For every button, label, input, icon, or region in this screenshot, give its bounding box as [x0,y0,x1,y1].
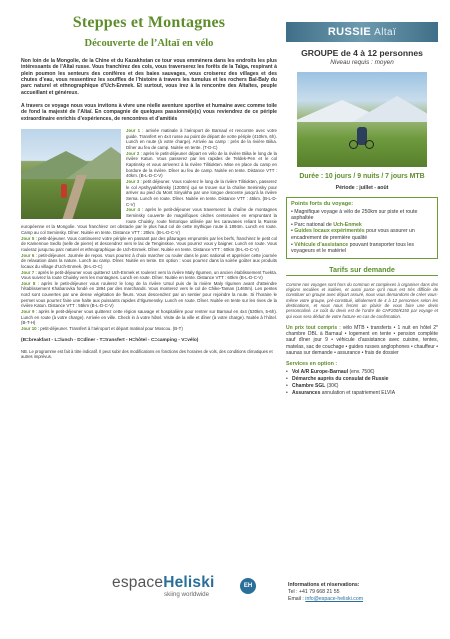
optional-services-list [286,369,438,397]
itinerary-day [21,281,277,309]
strong-point-highlight: Guides locaux expérimentés [294,228,365,235]
day-label: Jour 4 [126,207,140,213]
price-details: : vélo MTB • transferts • 1 nuit en hôtel 2* chambre DBL à Barnaul • logement en tente • pension complète sauf dîner jour 9 • véhicule d’assistance avec cuisine, tentes, matelas, sac de couchage • guides russes anglophones • chauffeur • saunas sur demande • assurance • frais de dossier [286,324,438,357]
trip-period: Période : juillet - août [335,185,389,191]
destination-banner [286,22,438,42]
photo-mountain [66,147,121,179]
day-description: : après le petit-déjeuner vous traverserez la chaîne de montagnes Seminsky couverte de magnifiques cèdres centenaires en empruntant la route Chuisky, route historique utilisée par les caravanes reliant la Russie européenne et la Mongolie. Vous franchirez cet obstacle par le plus haut col de cette mythique route à 1894m. Lunch en route. Camp au col Seminsky. Dîner. Nuitée en tente. Distance VTT : 20km. (B-L-D-C-V) [21,207,277,235]
strong-point-text: Magnifique voyage à vélo de 250km sur piste et route asphaltée [291,208,418,222]
service-name: Chambre SGL [292,383,326,390]
espace-heliski-logo[interactable] [112,574,262,604]
day-description: : après le petit-déjeuner vous quitterez cette région sauvage et hospitalière pour rentrer sur Barnaul en 4x4 (530km, 5-6h). Lunch en route (à votre charge). Arrivée en ville. Check in à votre hôtel. Visite de la ville et dîner (à votre charge). Nuitée à l’hôtel. (B-T-H) [21,309,277,326]
logo-badge-icon: EH [240,578,256,594]
day-label: Jour 9 [21,309,35,315]
strong-point-text: pour vous assurer un encadrement de première qualité [291,228,415,241]
country-name: RUSSIE [327,26,372,38]
day-description: : petit-déjeuner. Journée de repos. Vous pourrez à choix marcher ou rouler dans le parc national et apprécier cette journée de relaxation dans la nature. Lunch au camp. Dîner. Nuitée en tente. En option : vous pourrez dans la soirée goûter aux produits locaux du village d’Uch-Enmek. (B-L-D-C) [21,252,277,269]
day-label: Jour 2 [126,150,140,156]
strong-point-item [291,228,433,241]
price-lead: Un prix tout compris [286,324,338,331]
day-description: : petit déjeuner. Vous roulerez le long de la rivière Tilitiokten, passerez le col Apshyyakhtinsky (1200m) qui se trouve sur la chaîne Seminsky pour arriver au pied du Mont Sinyukha par une longue descente jusqu’à la rivière Sema. Lunch en route. Dîner. Nuitée en tente. Distance VTT : 45km. (B-L-D-C-V) [126,179,277,207]
day-description: : après le petit-déjeuner vous quitterez Uch-Enmek et roulerez vers la rivière Maly Ilgumen, un ancien établissement Tuekta. Vous suivrez la route Chuisky vers les montagnes. Lunch en route. Dîner. Nuitée en tente. Distance VTT : 60km (B-L-D-C-V) [21,269,277,281]
mountain-bike-photo [297,72,427,167]
bullet-icon: • [291,241,295,248]
service-name: Vol A/R Europe-Barnaul [292,369,349,376]
day-label: Jour 8 [21,280,36,286]
logo-prefix: espace [112,574,164,591]
service-detail: (30€) [325,383,339,390]
strong-point-text: Parc national de [294,221,334,228]
service-item [286,376,438,383]
strong-points-box [286,197,438,259]
itinerary-day [21,253,277,270]
bullet-icon: • [291,221,295,228]
contact-phone: Tel : +41 79 668 21 55 [288,588,340,595]
bullet-icon: • [291,208,295,215]
logo-tagline: skiing worldwide [164,591,210,598]
strong-point-item [291,242,433,255]
meal-legend: (B=breakfast - L=lunch - D=dîner - T=transfert - H=hôtel - C=camping - V=vélo) [21,337,199,343]
strong-point-highlight: Véhicule d’assistance [294,241,349,248]
itinerary-day [21,326,277,332]
disclaimer-note: NB. Le programme est fait à titre indicatif. Il peut subir des modifications en fonctions des horaires de vols, des conditions climatiques et autres imprévus. [21,348,273,359]
intro-paragraph-1: Non loin de la Mongolie, de la Chine et du Kazakhstan ce tour vous emmènera dans les endroits les plus intéressants de l’Altaï russe. Vous franchirez des cols, vous traverserez les forêts de la Taïga, respirant à plein poumon les senteurs des conifères et des baies sauvages, vous croiserez des villages et des chutes d’eau, vous ressentirez les souffles de l’histoire à travers les tumulus et les rochers Bal-Baly du parc naturel et ethnographique d’Uch-Enmek. Et surtout, vous irez à la rencontre des Altaïtes, peuple accueillant et généreux. [21,58,277,96]
strong-point-item [291,222,433,229]
pricing-explanation: Comme nos voyages sont hors du commun et complexes à organiser dans des régions reculées et isolées, et aussi parce qu’il nous est très difficile de constituer un groupe avec départ assuré, nous vous demandons de créer vous-même votre groupe, pré-constitué, idéalement de 4 à 12 personnes selon les destinations, et nous nous ferons un plaisir de vous faire une devis personnalisé. Le coût du devis est de l’ordre de CHF200/€150 par voyage et qui vous sera déduit de votre facture en cas de confirmation. [286,281,438,319]
photo-cyclist [61,184,67,198]
optional-services-title: Services en option : [286,361,338,368]
day-description: : après le petit-déjeuner départ en vélo de la rivière Biika le long de la rivière Katun. Vous passerez par les rapides de Teldek-Pen et le col Kaptinsky et vous arriverez à la rivière Tilitiokten. Mise en place du camp en bordure de la rivière. Dîner au feu de camp. Nuitée en tente. Distance VTT : 40km. (B-L-D-C-V) [126,150,277,179]
cyclist-photo [21,129,121,219]
service-name: Démarche auprès du consulat de Russie [292,376,389,383]
service-item [286,369,438,376]
service-name: Assurances [292,390,321,397]
group-size: GROUPE de 4 à 12 personnes [301,48,423,58]
day-label: Jour 3 [126,179,140,184]
day-description: : après le petit-déjeuner vous roulerez le long de la rivière Ursul puis de la rivière Maly Ilgumen avant d’atteindre l’établissement Khabarovka fondé en 1894 par des marchands. Vous monterez vers le col de Chike-Taman (1460m). Les pentes nord sont couvertes par une dense végétation de fleurs. Vous descendrez par un sentier pour rejoindre la route. Si l’horaire le permet vous pourrez faire une halte aux puissants rapides d’Ilgumensky. Lunch en route. Dîner. Nuitée en tente sur les rives de la rivière Katun. Distance VTT : 55km (B-L-D-C-V) [21,280,277,309]
service-detail: (env. 750€) [348,369,375,376]
day-label: Jour 6 [21,252,35,258]
strong-points-list [291,209,433,255]
contact-email-row [288,596,363,603]
strong-point-text: pouvant transporter tous les voyageurs et le matériel [291,241,414,255]
day-description: : arrivée matinale à l’aéroport de Barnaul et rencontre avec votre guide. Transfert en 4x4 russe au point de départ de votre périple (410km, 6h). Lunch en route (à votre charge). Arrivée au camp : près de la rivière Biika. Dîner au feu de camp. Nuitée en tente. (T-D-C) [126,128,277,151]
photo-snowy-peak [352,96,427,122]
main-column [21,14,277,359]
service-detail: annulation et rapatriement ELVIA [320,390,396,397]
day-label: Jour 1 [126,128,141,134]
region-name: Altaï [374,26,397,38]
strong-point-highlight: Uch-Enmek [333,221,362,228]
strong-points-title: Points forts du voyage: [291,201,354,207]
service-item [286,390,438,397]
day-description: : petit-déjeuner. Transfert à l’aéroport et départ matinal pour Moscou. (B-T) [36,326,183,332]
page-subtitle: Découverte de l’Altaï en vélo [84,38,214,49]
price-includes [286,325,438,356]
day-label: Jour 7 [21,269,35,275]
intro-paragraph-2: A travers ce voyage nous vous invitons à vivre une réelle aventure sportive et humaine avec comme toile de fond la majesté de l’Altaï. En compagnie de quelques passionné(e)s) vous reviendrez de ce périple extraordinaire enrichis d’expériences, de rencontres et d’amitiés [21,103,277,122]
contact-heading: Informations et réservations: [288,582,360,588]
day-label: Jour 10 [21,326,37,332]
day-label: Jour 5 [21,235,35,241]
contact-email-link[interactable]: info@espace-heliski.com [305,595,364,602]
strong-point-item [291,209,433,222]
trip-duration: Durée : 10 jours / 9 nuits / 7 jours MTB [299,173,425,180]
email-label: Email : [288,595,306,602]
photo-wheel [365,140,374,149]
info-sidebar [286,22,438,397]
itinerary-day [21,309,277,326]
pricing-title: Tarifs sur demande [286,265,438,276]
service-item [286,383,438,390]
itinerary [21,128,277,332]
level-required: Niveau requis : moyen [330,59,394,66]
contact-block [288,582,363,602]
day-description: : petit-déjeuner. Vous continuerez votre périple en passant par des pâturages empruntés par les berfs, franchirez le petit col de Kamennoe Sedlo (selle de pierre) et descendrez vers le lac de Tenginskoe. Vous pourrez vous y baigner. Lunch en route. Vous rouleraz jusqu’au parc naturel et ethnographique de Uch-Enmek. Dîner. Nuitée en tente. Distance VTT : 60km (B-L-D-C-V) [21,235,277,252]
page-title: Steppes et Montagnes [72,14,226,31]
itinerary-day [21,236,277,253]
itinerary-day [21,270,277,281]
logo-brand: Heliski [163,574,215,591]
photo-wheel [349,140,358,149]
bullet-icon: • [291,228,295,235]
